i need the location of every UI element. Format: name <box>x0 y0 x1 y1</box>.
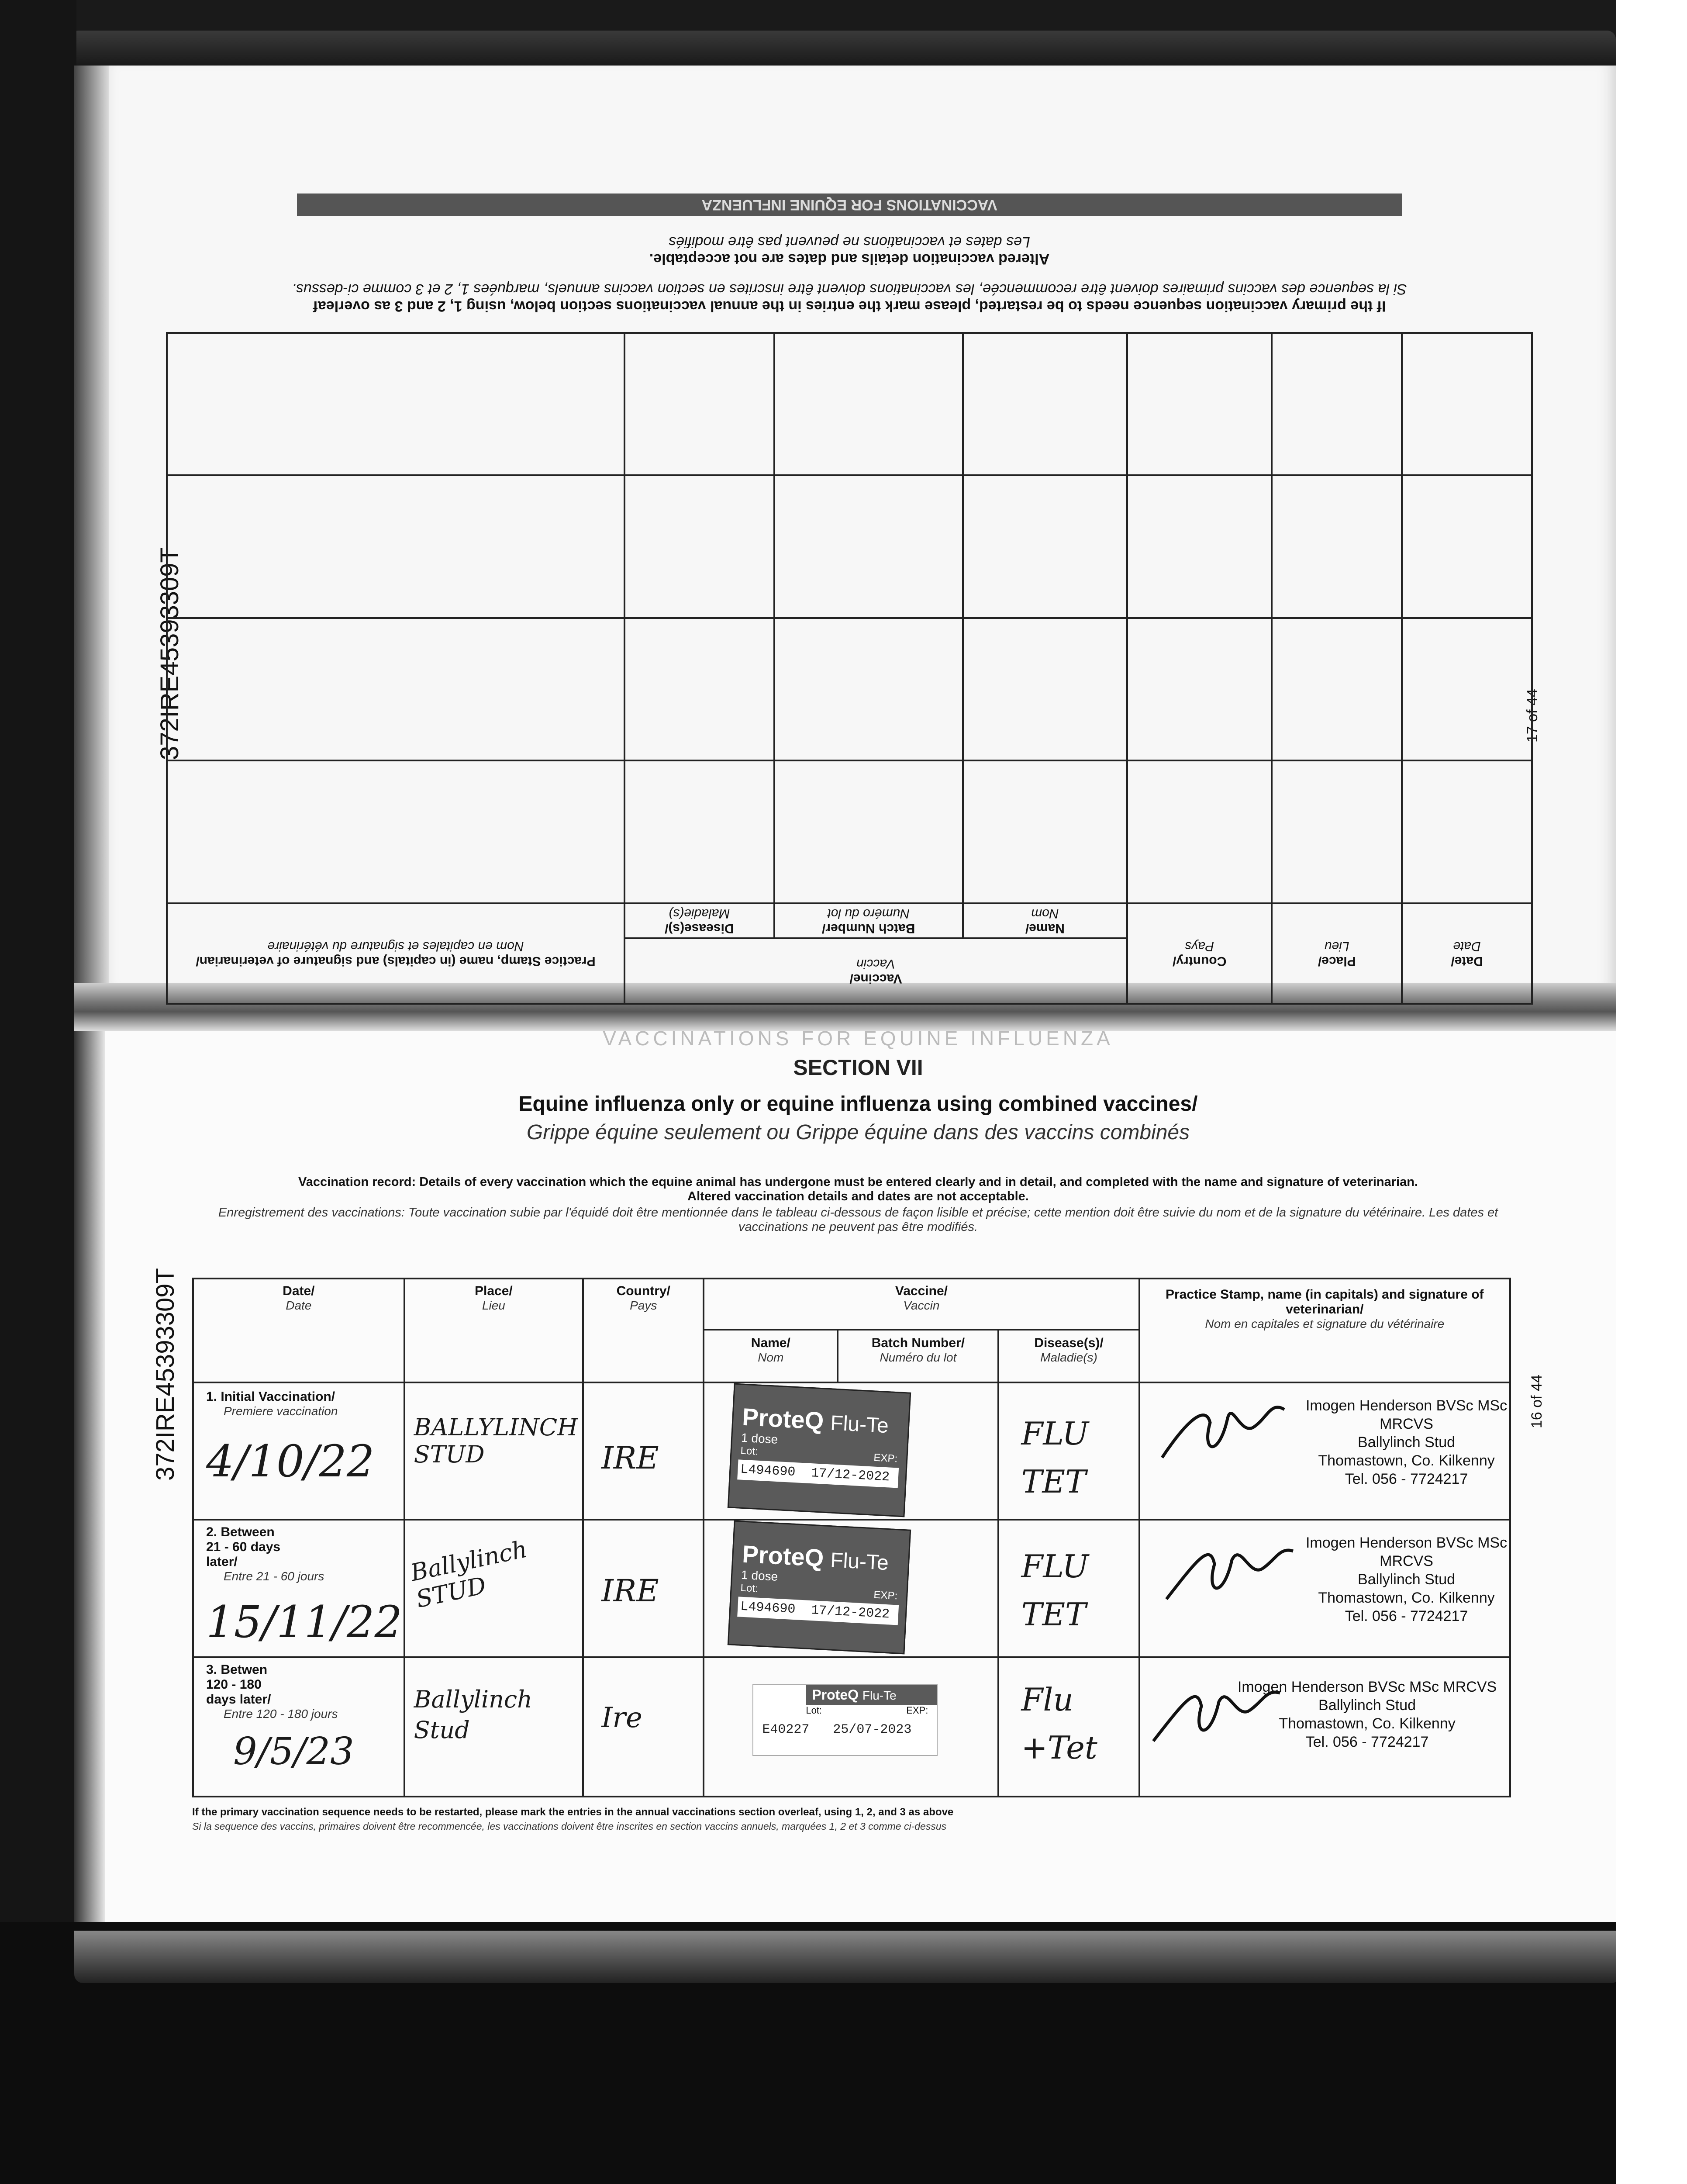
band-title: VACCINATIONS FOR EQUINE INFLUENZA <box>297 194 1402 216</box>
row-label-cell: 3. Betwen 120 - 180 days later/ Entre 120 - 180 jours 9/5/23 <box>193 1657 404 1797</box>
col-vaccine-header: Vaccine/ Vaccin <box>704 1279 1139 1330</box>
handwritten-country: Ire <box>601 1701 642 1734</box>
col-name-header: Name/ Nom <box>704 1330 838 1383</box>
altered-note-fr: Les dates et vaccinations ne peuvent pas être modifiés <box>669 234 1030 250</box>
expiry-date: 17/12-2022 <box>811 1603 890 1622</box>
section-number: SECTION VII <box>793 1055 923 1080</box>
handwritten-disease: Flu +Tet <box>1021 1681 1097 1766</box>
col-stamp-header: Practice Stamp, name (in capitals) and signature of veterinarian/ Nom en capitales et signature du vétérinaire <box>1139 1279 1510 1382</box>
disease-cell <box>998 1657 1139 1797</box>
scan-left-edge <box>0 0 76 2184</box>
section-title: Equine influenza only or equine influenza using combined vaccines/ <box>518 1092 1198 1116</box>
header-date: Date/ Date <box>1402 903 1532 1004</box>
sticker-product: Flu-Te <box>830 1548 890 1575</box>
vaccine-sticker-cell <box>704 1657 998 1797</box>
vaccination-table <box>192 1278 1511 1797</box>
sticker-dose: 1 dose <box>741 1568 779 1584</box>
page-number: 16 of 44 <box>1528 1375 1545 1428</box>
upside-vaccination-table <box>166 332 1533 1005</box>
handwritten-date: 15/11/22 <box>206 1597 403 1648</box>
vet-stamp-cell <box>1139 1382 1510 1520</box>
handwritten-country: IRE <box>601 1573 659 1609</box>
disease-cell <box>998 1382 1139 1520</box>
empty-row <box>167 618 1532 761</box>
table-row <box>193 1382 1510 1520</box>
vaccine-sticker: ProteQ Flu-Te 1 dose Lot: EXP: L494690 17/12-2022 <box>728 1383 911 1517</box>
lot-number: L494690 <box>740 1600 796 1617</box>
handwritten-place: Ballylinch STUD <box>407 1535 530 1614</box>
sticker-dose: 1 dose <box>741 1431 779 1447</box>
sticker-brand: ProteQ <box>742 1540 825 1572</box>
header-vaccine: Vaccine/ Vaccin <box>624 938 1127 1004</box>
header-name: Name/ Nom <box>963 903 1127 938</box>
country-cell <box>583 1520 704 1657</box>
handwritten-disease: FLU TET <box>1021 1415 1089 1500</box>
table-row <box>193 1657 1510 1797</box>
restart-note: If the primary vaccination sequence needs to be restarted, please mark the entries in the annual vaccinations section below, using 1, 2 and 3 as overleaf <box>313 298 1386 314</box>
footer-note-fr: Si la sequence des vaccins, primaires doivent être recommencée, les vaccinations doivent être inscrites en section vaccins annuels, marquées 1, 2 et 3 comme ci-dessus <box>192 1821 947 1832</box>
expiry-date: 25/07-2023 <box>833 1722 912 1737</box>
sticker-brand: ProteQ <box>742 1403 825 1435</box>
altered-note: Altered vaccination details and dates are not acceptable. <box>649 251 1050 267</box>
vet-stamp: Imogen Henderson BVSc MSc MRCVS Ballylinch Stud Thomastown, Co. Kilkenny Tel. 056 - 7724217 <box>1237 1678 1497 1750</box>
handwritten-date: 4/10/22 <box>206 1436 375 1487</box>
vaccine-sticker-cell <box>704 1382 998 1520</box>
lot-number: L494690 <box>740 1462 796 1480</box>
sticker-product: Flu-Te <box>862 1688 897 1702</box>
page-number-wrap <box>1528 1354 1555 1441</box>
vet-signature <box>1158 1529 1297 1617</box>
header-batch: Batch Number/ Numéro du lot <box>774 903 963 938</box>
vaccine-sticker-cell <box>704 1520 998 1657</box>
section-title-fr: Grippe équine seulement ou Grippe équine dans des vaccins combinés <box>526 1121 1190 1144</box>
row-label-cell: 1. Initial Vaccination/ Premiere vaccination 4/10/22 <box>193 1382 404 1520</box>
col-country-header: Country/ Pays <box>583 1279 704 1382</box>
scan-margin <box>1616 0 1687 2184</box>
place-cell <box>404 1520 583 1657</box>
col-disease-header: Disease(s)/ Maladie(s) <box>998 1330 1139 1383</box>
page-number: 17 of 44 <box>1524 689 1541 743</box>
vaccine-sticker: ProteQ Flu-Te Lot: EXP: E40227 25/07-2023 <box>752 1684 938 1756</box>
disease-cell <box>998 1520 1139 1657</box>
page-shadow <box>74 1022 105 1922</box>
handwritten-place: BALLYLINCH STUD <box>414 1413 578 1469</box>
col-date-header: Date/ Date <box>193 1279 404 1382</box>
footer-note: If the primary vaccination sequence needs to be restarted, please mark the entries in the annual vaccinations section overleaf, using 1, 2, and 3 as above <box>192 1806 954 1818</box>
handwritten-country: IRE <box>601 1440 659 1476</box>
empty-row <box>167 761 1532 904</box>
record-instructions-en: Vaccination record: Details of every vaccination which the equine animal has undergone must be entered clearly and in detail, and completed with the name and signature of veterinarian. <box>298 1175 1418 1189</box>
book-id-wrap <box>151 1268 190 1581</box>
vet-stamp-cell <box>1139 1520 1510 1657</box>
table-row <box>193 1520 1510 1657</box>
lot-number: E40227 <box>762 1722 810 1737</box>
record-instructions <box>192 1175 1524 1234</box>
place-cell <box>404 1382 583 1520</box>
vet-stamp-cell <box>1139 1657 1510 1797</box>
empty-row <box>167 476 1532 619</box>
handwritten-disease: FLU TET <box>1021 1548 1089 1633</box>
book-id-vertical: 372IRE45393309T <box>155 547 184 760</box>
row-label-cell: 2. Between 21 - 60 days later/ Entre 21 - 60 jours 15/11/22 <box>193 1520 404 1657</box>
upside-down-content <box>166 157 1533 1005</box>
vet-stamp: Imogen Henderson BVSc MSc MRCVS Ballylinch Stud Thomastown, Co. Kilkenny Tel. 056 - 7724217 <box>1305 1534 1508 1625</box>
book-id-vertical: 372IRE45393309T <box>151 1268 179 1481</box>
expiry-date: 17/12-2022 <box>811 1466 890 1485</box>
country-cell <box>583 1382 704 1520</box>
place-cell <box>404 1657 583 1797</box>
page-shadow <box>74 66 109 1013</box>
vaccine-sticker: ProteQ Flu-Te 1 dose Lot: EXP: L494690 17/12-2022 <box>728 1521 911 1655</box>
country-cell <box>583 1657 704 1797</box>
restart-note-fr: Si la sequence des vaccins primaires doivent être recommencée, les vaccinations doivent être inscrites en section vaccins annuels, marquées 1, 2 et 3 comme ci-dessus. <box>292 281 1407 297</box>
vet-stamp: Imogen Henderson BVSc MSc MRCVS Ballylinch Stud Thomastown, Co. Kilkenny Tel. 056 - 7724217 <box>1305 1397 1508 1488</box>
header-place: Place/ Lieu <box>1272 903 1402 1004</box>
record-instructions-fr: Enregistrement des vaccinations: Toute vaccination subie par l'équidé doit être mentionnée dans le tableau ci-dessous de façon lisible et précise; cette mention doit être suivie du nom et de la signature du vétérinaire. Les dates et vaccinations ne peuvent pas être modifiés. <box>218 1206 1498 1234</box>
col-place-header: Place/ Lieu <box>404 1279 583 1382</box>
header-disease: Disease(s)/ Maladie(s) <box>624 903 774 938</box>
record-altered-note: Altered vaccination details and dates are not acceptable. <box>687 1189 1029 1203</box>
col-batch-header: Batch Number/ Numéro du lot <box>838 1330 998 1383</box>
book-cover-edge <box>74 1931 1620 1983</box>
band-title-faded: VACCINATIONS FOR EQUINE INFLUENZA <box>603 1027 1114 1050</box>
header-stamp: Practice Stamp, name (in capitals) and signature of veterinarian/ Nom en capitales et signature du vétérinaire <box>167 903 624 1004</box>
header-country: Country/ Pays <box>1127 903 1272 1004</box>
sticker-product: Flu-Te <box>830 1411 890 1438</box>
empty-row <box>167 333 1532 476</box>
handwritten-place: Ballylinch Stud <box>414 1685 532 1744</box>
handwritten-date: 9/5/23 <box>233 1729 354 1773</box>
vet-signature <box>1153 1392 1293 1479</box>
sticker-brand: ProteQ <box>812 1686 859 1703</box>
